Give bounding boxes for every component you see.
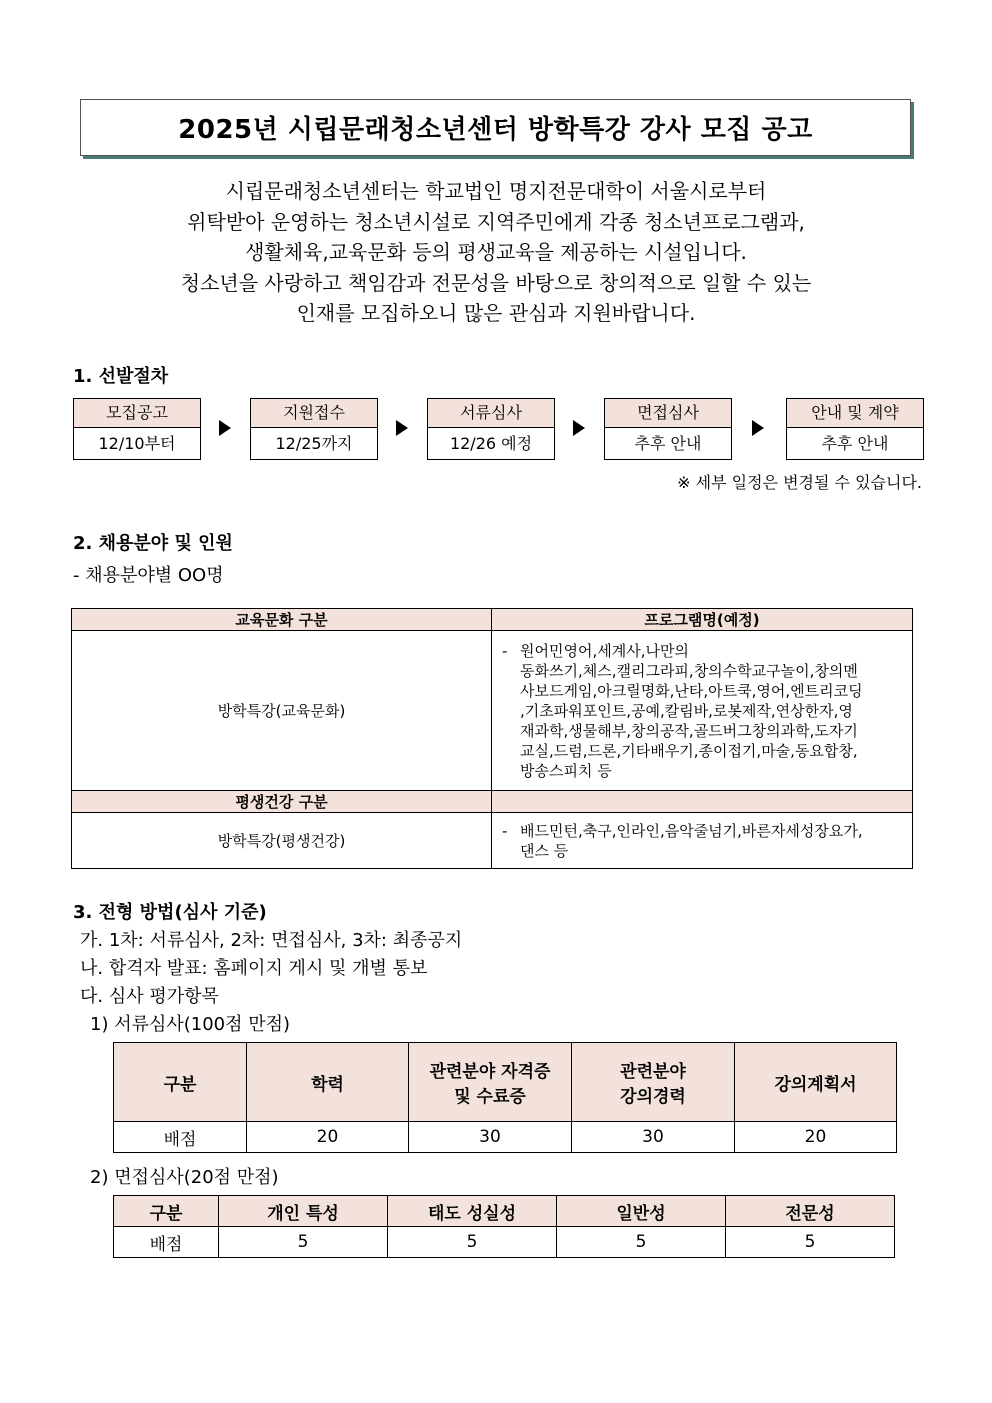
program-table: [71, 608, 913, 869]
section3-heading: 3. 전형 방법(심사 기준): [73, 902, 267, 923]
header-cell: 구분: [114, 1196, 219, 1227]
header-cell: 태도 성실성: [388, 1196, 557, 1227]
step-interview: [604, 398, 732, 460]
score-cell: 배점: [114, 1122, 247, 1153]
header-cell: 강의계획서: [735, 1043, 897, 1122]
list-dash: -: [502, 821, 508, 840]
interview-heading: 2) 면접심사(20점 만점): [90, 1167, 279, 1188]
step-value: 추후 안내: [634, 434, 702, 453]
section2-sub: - 채용분야별 OO명: [73, 565, 224, 586]
step-recruit-notice: [73, 398, 201, 460]
interview-table: [113, 1195, 895, 1258]
col-header-category: 교육문화 구분: [72, 609, 492, 631]
schedule-note: ※ 세부 일정은 변경될 수 있습니다.: [677, 473, 922, 492]
arrow-right-icon: [752, 420, 764, 436]
header-cell: 학력: [247, 1043, 409, 1122]
header-cell: 일반성: [557, 1196, 726, 1227]
step-label: 서류심사: [428, 399, 554, 428]
header-cell: 구분: [114, 1043, 247, 1122]
step-label: 안내 및 계약: [787, 399, 923, 428]
program-line: 댄스 등: [520, 841, 569, 860]
doc-review-heading: 1) 서류심사(100점 만점): [90, 1014, 291, 1035]
step-label: 모집공고: [74, 399, 200, 428]
step-value: 12/26 예정: [449, 434, 533, 453]
score-cell: 5: [557, 1227, 726, 1258]
title-box: [80, 99, 911, 156]
section3-item: 가. 1차: 서류심사, 2차: 면접심사, 3차: 최종공지: [80, 930, 463, 951]
header-cell: 관련분야 자격증 및 수료증: [409, 1043, 572, 1122]
section1-heading: 1. 선발절차: [73, 366, 169, 387]
score-cell: 5: [219, 1227, 388, 1258]
group-header-empty: [492, 791, 913, 813]
program-line: 교실,드럼,드론,기타배우기,종이접기,마술,동요합창,: [520, 741, 858, 760]
step-contract: [786, 398, 924, 460]
intro-line: 위탁받아 운영하는 청소년시설로 지역주민에게 각종 청소년프로그램과,: [187, 209, 805, 234]
section2-heading: 2. 채용분야 및 인원: [73, 533, 233, 554]
intro-line: 청소년을 사랑하고 책임감과 전문성을 바탕으로 창의적으로 일할 수 있는: [180, 270, 812, 295]
program-line: 원어민영어,세계사,나만의: [520, 641, 689, 660]
row-label-education: 방학특강(교육문화): [72, 631, 492, 791]
intro-line: 생활체육,교육문화 등의 평생교육을 제공하는 시설입니다.: [245, 240, 747, 264]
program-line: 방송스피치 등: [520, 761, 612, 780]
section3-item: 다. 심사 평가항목: [80, 986, 219, 1007]
intro-line: 시립문래청소년센터는 학교법인 명지전문대학이 서울시로부터: [225, 179, 767, 203]
header-cell: 관련분야 강의경력: [572, 1043, 735, 1122]
row-label-health: 방학특강(평생건강): [72, 813, 492, 869]
score-cell: 20: [735, 1122, 897, 1153]
program-line: 배드민턴,축구,인라인,음악줄넘기,바른자세성장요가,: [520, 821, 863, 840]
step-label: 지원접수: [251, 399, 377, 428]
doc-review-table: [113, 1042, 897, 1153]
program-list-education: [492, 631, 913, 791]
step-document-review: [427, 398, 555, 460]
program-line: 사보드게임,아크릴명화,난타,아트쿡,영어,엔트리코딩: [520, 681, 863, 700]
step-application: [250, 398, 378, 460]
step-label: 면접심사: [605, 399, 731, 428]
page-title: 2025년 시립문래청소년센터 방학특강 강사 모집 공고: [178, 115, 813, 145]
step-value: 추후 안내: [821, 434, 889, 453]
list-dash: -: [502, 641, 508, 660]
program-line: 재과학,생물해부,창의공작,골드버그창의과학,도자기: [520, 721, 858, 740]
arrow-right-icon: [396, 420, 408, 436]
score-cell: 배점: [114, 1227, 219, 1258]
score-cell: 30: [409, 1122, 572, 1153]
header-cell: 전문성: [726, 1196, 895, 1227]
arrow-right-icon: [219, 420, 231, 436]
score-cell: 20: [247, 1122, 409, 1153]
intro-line: 인재를 모집하오니 많은 관심과 지원바랍니다.: [296, 301, 696, 325]
section3-item: 나. 합격자 발표: 홈페이지 게시 및 개별 통보: [80, 958, 428, 979]
program-line: ,기초파워포인트,공예,칼림바,로봇제작,연상한자,영: [520, 701, 853, 720]
step-value: 12/25까지: [275, 434, 353, 453]
step-value: 12/10부터: [98, 434, 176, 453]
score-cell: 5: [388, 1227, 557, 1258]
col-header-program: 프로그램명(예정): [492, 609, 913, 631]
intro-paragraph: [80, 176, 912, 329]
program-line: 동화쓰기,체스,캘리그라피,창의수학교구놀이,창의멘: [520, 661, 858, 680]
score-cell: 30: [572, 1122, 735, 1153]
header-cell: 개인 특성: [219, 1196, 388, 1227]
arrow-right-icon: [573, 420, 585, 436]
score-cell: 5: [726, 1227, 895, 1258]
group-header-health: 평생건강 구분: [72, 791, 492, 813]
program-list-health: [492, 813, 913, 869]
